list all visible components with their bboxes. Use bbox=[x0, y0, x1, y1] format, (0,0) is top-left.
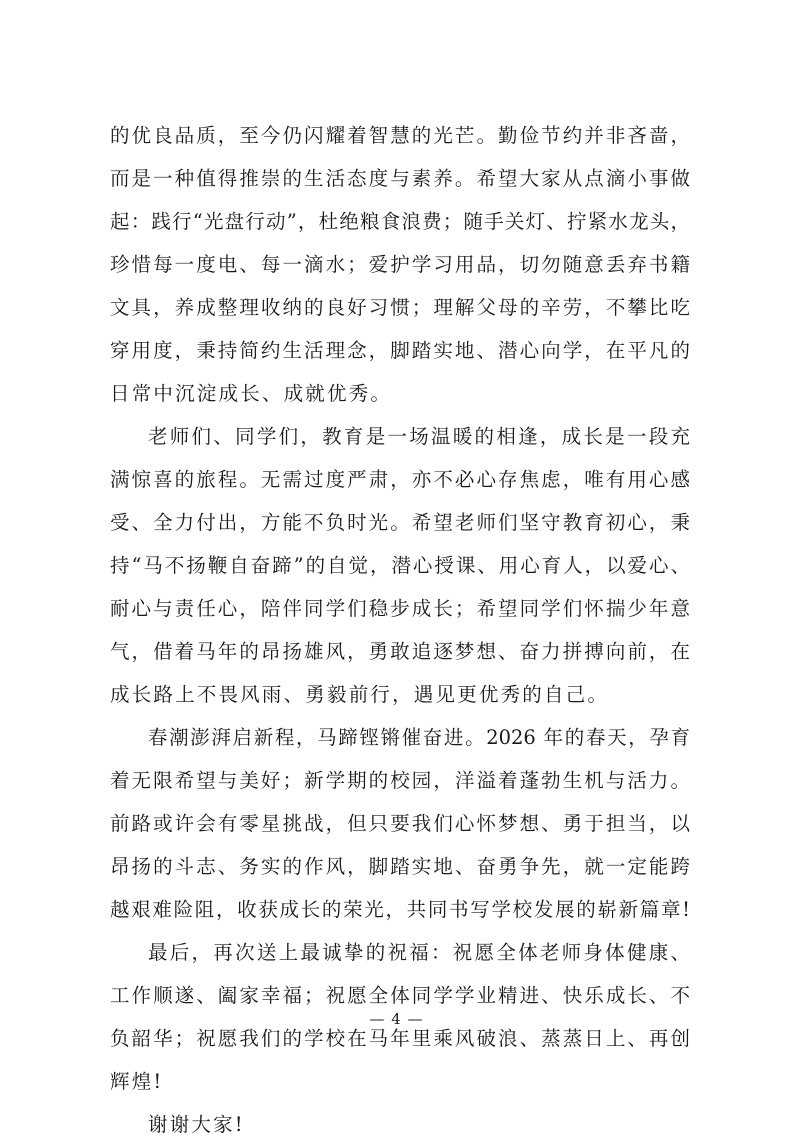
text-line: 的优良品质，至今仍闪耀着智慧的光芒。勤俭节约并非吝啬， bbox=[110, 124, 690, 147]
text-line: 耐心与责任心，陪伴同学们稳步成长；希望同学们怀揣少年意 bbox=[110, 597, 690, 620]
text-line: 前路或许会有零星挑战，但只要我们心怀梦想、勇于担当，以 bbox=[110, 812, 690, 835]
page-number: — 4 — bbox=[369, 1010, 424, 1028]
text-line: 穿用度，秉持简约生活理念，脚踏实地、潜心向学，在平凡的 bbox=[110, 339, 690, 362]
text-line: 老师们、同学们，教育是一场温暖的相逢，成长是一段充 bbox=[148, 425, 690, 448]
text-line: 珍惜每一度电、每一滴水；爱护学习用品，切勿随意丢弃书籍 bbox=[110, 253, 690, 276]
text-line: 昂扬的斗志、务实的作风，脚踏实地、奋勇争先，就一定能跨 bbox=[110, 855, 690, 878]
text-line: 春潮澎湃启新程，马蹄铿锵催奋进。2026 年的春天，孕育 bbox=[148, 726, 690, 749]
text-line: 负韶华；祝愿我们的学校在马年里乘风破浪、蒸蒸日上、再创 bbox=[110, 1027, 690, 1050]
closing-line: 谢谢大家! bbox=[148, 1113, 245, 1136]
text-line: 持“马不扬鞭自奋蹄”的自觉，潜心授课、用心育人，以爱心、 bbox=[110, 554, 690, 577]
text-line: 最后，再次送上最诚挚的祝福：祝愿全体老师身体健康、 bbox=[148, 941, 690, 964]
text-line: 辉煌! bbox=[110, 1070, 164, 1093]
text-line: 成长路上不畏风雨、勇毅前行，遇见更优秀的自己。 bbox=[110, 683, 610, 706]
text-line: 日常中沉淀成长、成就优秀。 bbox=[110, 382, 393, 405]
text-line: 着无限希望与美好；新学期的校园，洋溢着蓬勃生机与活力。 bbox=[110, 769, 690, 792]
body-text bbox=[110, 114, 690, 1146]
text-line: 满惊喜的旅程。无需过度严肃，亦不必心存焦虑，唯有用心感 bbox=[110, 468, 690, 491]
text-line: 文具，养成整理收纳的良好习惯；理解父母的辛劳，不攀比吃 bbox=[110, 296, 690, 319]
text-line: 起：践行“光盘行动”，杜绝粮食浪费；随手关灯、拧紧水龙头， bbox=[110, 210, 690, 233]
text-line: 越艰难险阻，收获成长的荣光，共同书写学校发展的崭新篇章! bbox=[110, 898, 690, 921]
text-line: 而是一种值得推崇的生活态度与素养。希望大家从点滴小事做 bbox=[110, 167, 690, 190]
text-line: 工作顺遂、阖家幸福；祝愿全体同学学业精进、快乐成长、不 bbox=[110, 984, 690, 1007]
text-line: 受、全力付出，方能不负时光。希望老师们坚守教育初心，秉 bbox=[110, 511, 690, 534]
text-line: 气，借着马年的昂扬雄风，勇敢追逐梦想、奋力拼搏向前，在 bbox=[110, 640, 690, 663]
